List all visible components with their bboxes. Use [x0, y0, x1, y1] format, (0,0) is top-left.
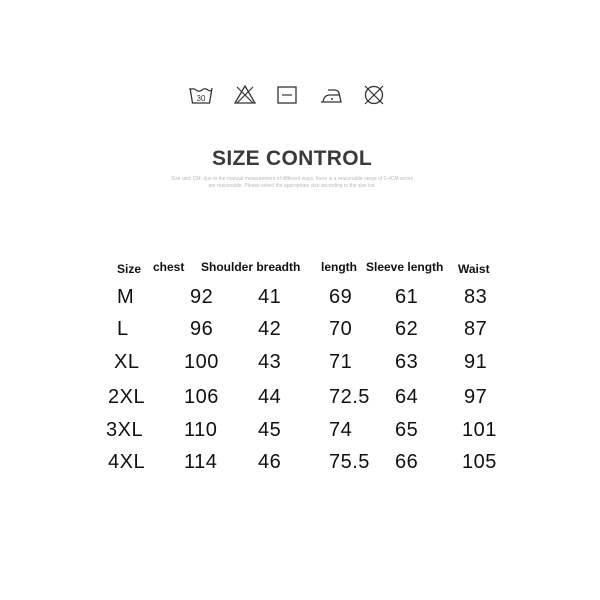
shoulder-cell: 44 — [258, 386, 282, 408]
do-not-tumble-dry-icon — [361, 82, 387, 108]
wash-30-icon — [188, 82, 214, 108]
waist-cell: 101 — [462, 419, 497, 441]
header-length: length — [321, 260, 357, 274]
length-cell: 75.5 — [329, 451, 370, 473]
sleeve-cell: 61 — [395, 286, 419, 308]
page-title: SIZE CONTROL — [212, 147, 372, 170]
size-cell: 4XL — [108, 451, 146, 473]
shoulder-cell: 41 — [258, 286, 282, 308]
waist-cell: 83 — [464, 286, 488, 308]
chest-cell: 110 — [184, 419, 218, 441]
wash-temperature-label: 30 — [196, 94, 206, 103]
table-row — [0, 419, 600, 445]
waist-cell: 91 — [464, 351, 488, 373]
table-row — [0, 451, 600, 477]
chest-cell: 96 — [190, 318, 214, 340]
chest-cell: 92 — [190, 286, 214, 308]
chest-cell: 100 — [184, 351, 219, 373]
size-note — [0, 176, 584, 190]
sleeve-cell: 63 — [395, 351, 419, 373]
table-row — [0, 318, 600, 344]
chest-cell: 106 — [184, 386, 219, 408]
table-row — [0, 351, 600, 377]
size-cell: 3XL — [106, 419, 144, 441]
size-cell: 2XL — [108, 386, 146, 408]
chest-cell: 114 — [184, 451, 218, 473]
size-note-line-1: Size unit: CM, due to the manual measurement of different ways, there is a reasonable range of 2-4CM errors — [170, 176, 414, 182]
sleeve-cell: 66 — [395, 451, 419, 473]
dry-flat-icon — [274, 82, 300, 108]
header-size: Size — [117, 262, 142, 276]
shoulder-cell: 46 — [258, 451, 282, 473]
table-row — [0, 386, 600, 412]
iron-low-icon — [318, 82, 344, 108]
header-shoulder-breadth: Shoulder breadth — [201, 260, 301, 274]
size-cell: XL — [114, 351, 140, 373]
shoulder-cell: 45 — [258, 419, 282, 441]
sleeve-cell: 64 — [395, 386, 419, 408]
care-icons-row — [188, 82, 388, 108]
header-chest: chest — [153, 260, 185, 274]
length-cell: 70 — [329, 318, 353, 340]
shoulder-cell: 42 — [258, 318, 282, 340]
header-waist: Waist — [458, 262, 490, 276]
do-not-bleach-icon — [232, 82, 258, 108]
waist-cell: 87 — [464, 318, 488, 340]
length-cell: 71 — [329, 351, 353, 373]
size-cell: L — [117, 318, 129, 340]
header-sleeve-length: Sleeve length — [366, 260, 444, 274]
size-cell: M — [117, 286, 135, 308]
shoulder-cell: 43 — [258, 351, 282, 373]
size-note-line-2: are reasonable. Please select the appropriate size according to the size list. — [208, 183, 376, 189]
length-cell: 72.5 — [329, 386, 370, 408]
sleeve-cell: 62 — [395, 318, 419, 340]
waist-cell: 105 — [462, 451, 497, 473]
sleeve-cell: 65 — [395, 419, 419, 441]
length-cell: 69 — [329, 286, 353, 308]
length-cell: 74 — [329, 419, 353, 441]
table-row — [0, 286, 600, 312]
waist-cell: 97 — [464, 386, 488, 408]
